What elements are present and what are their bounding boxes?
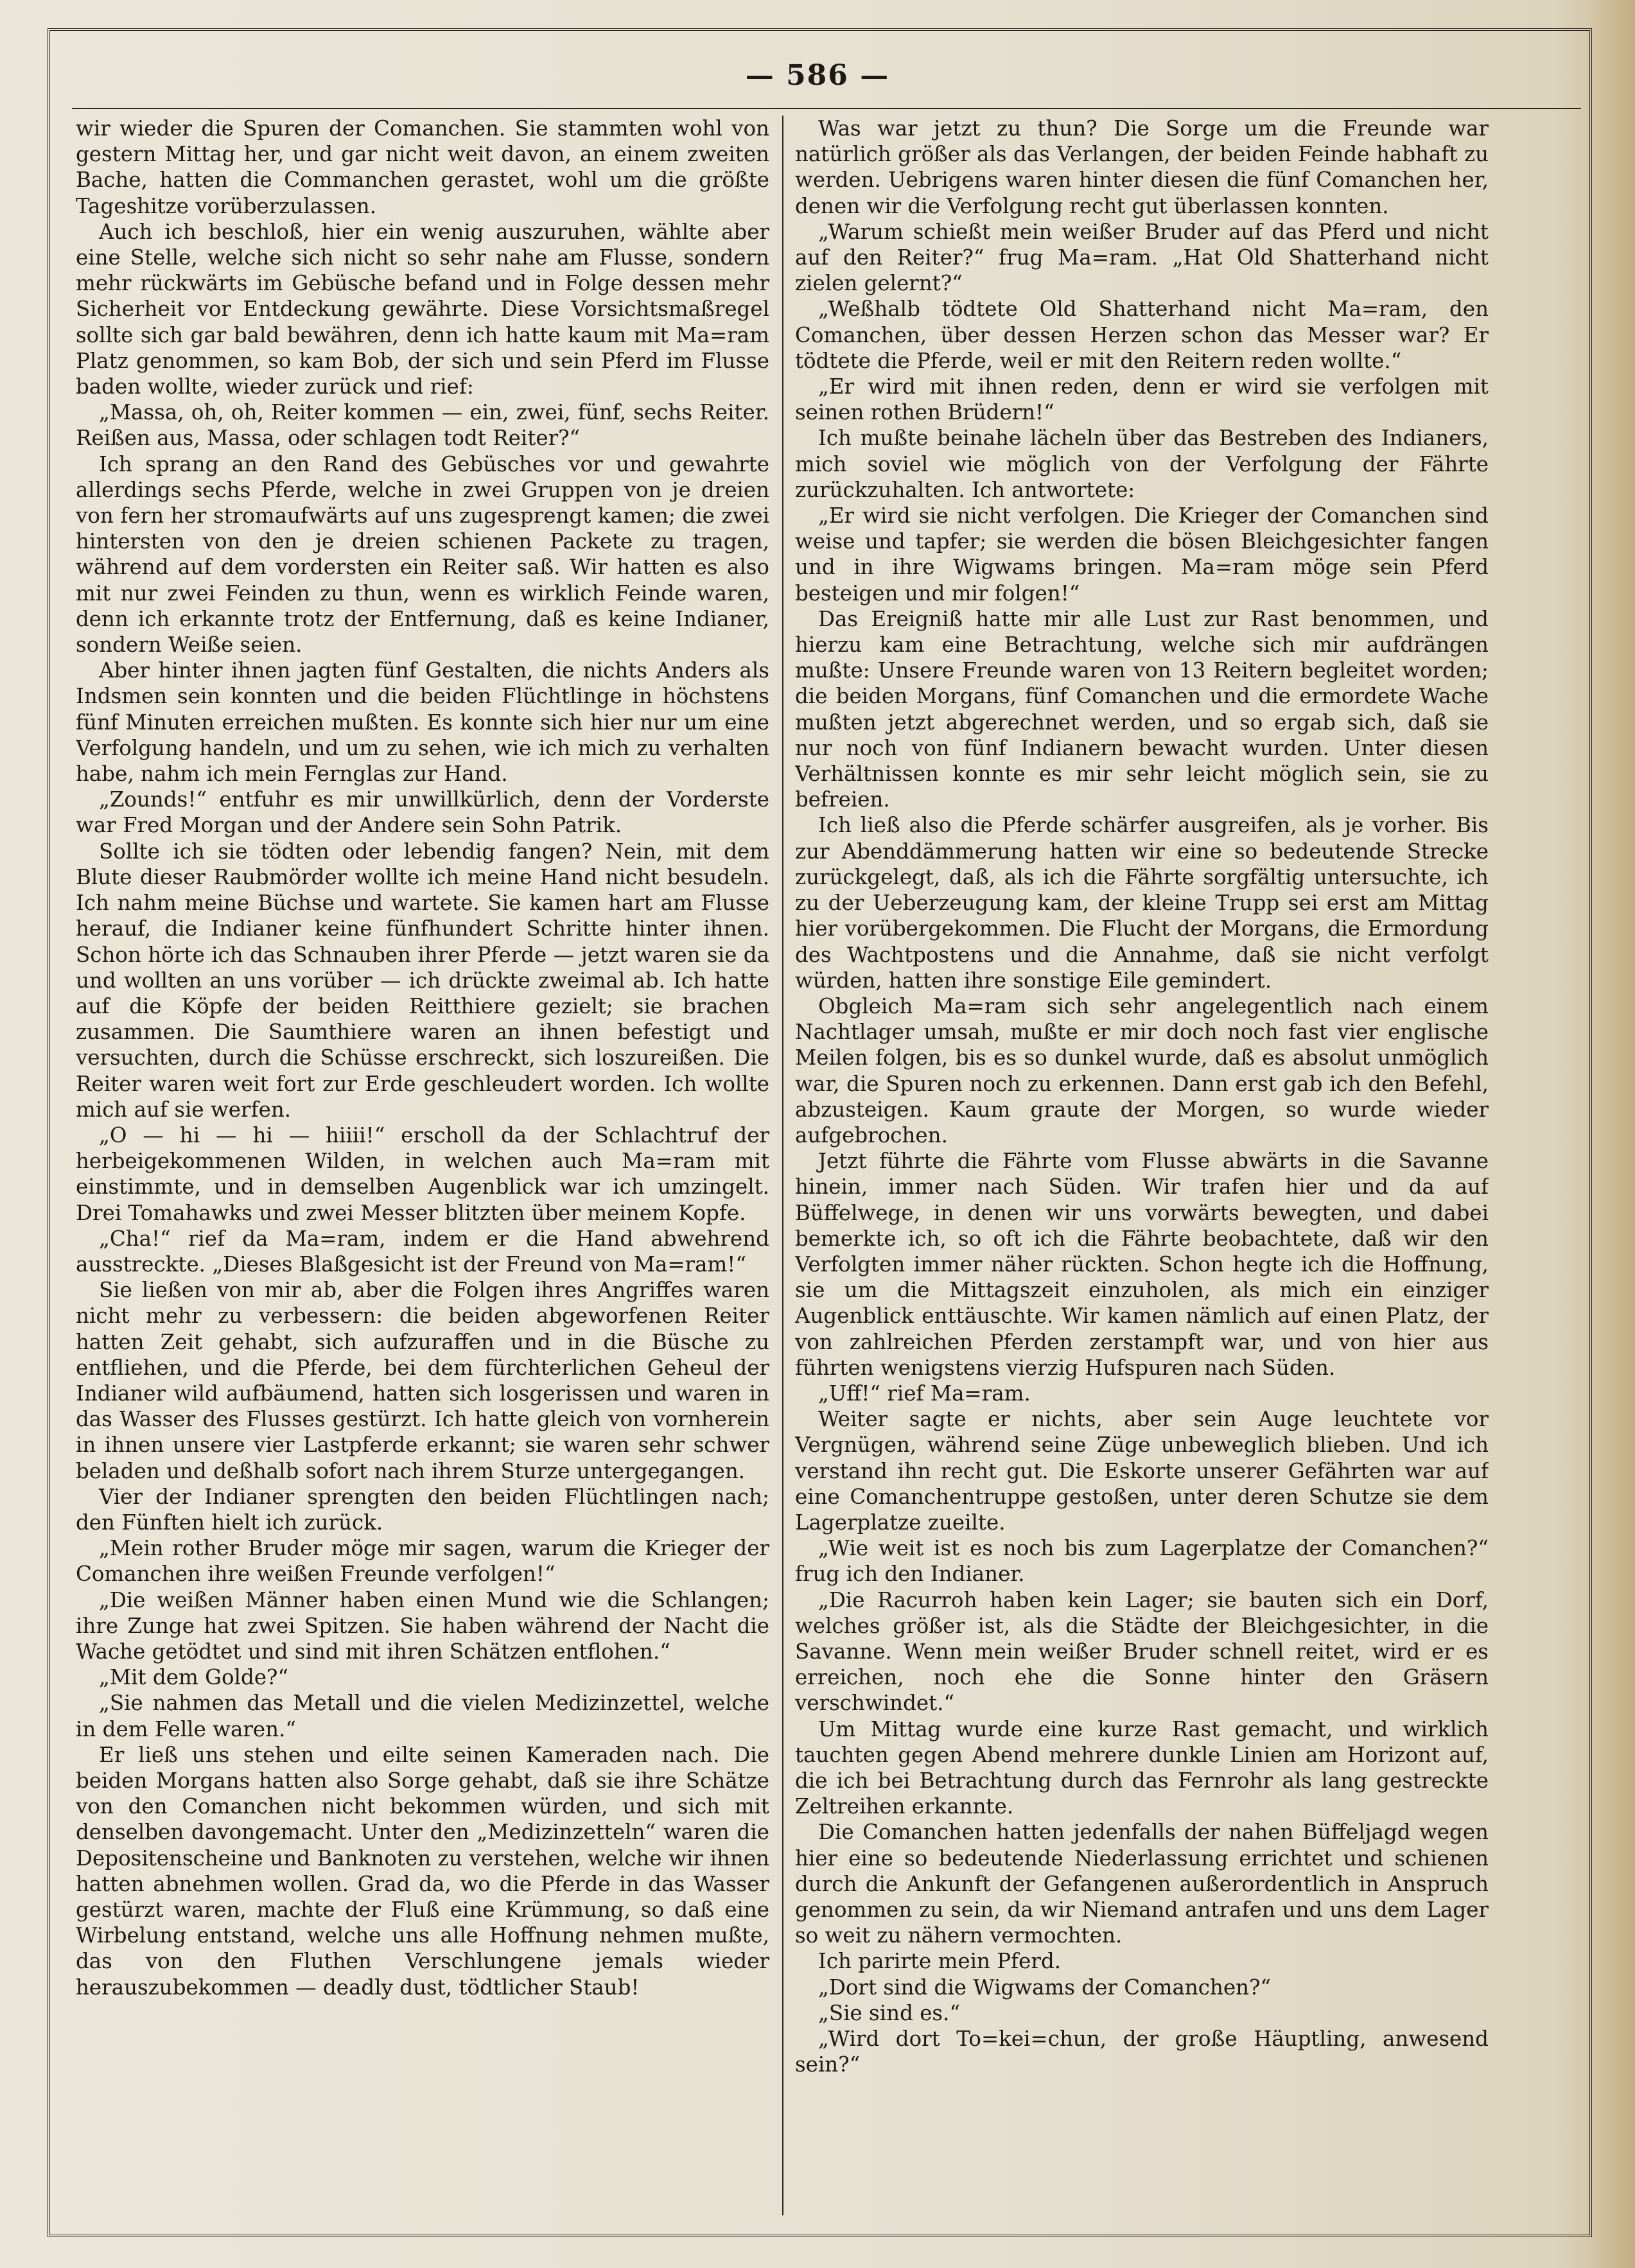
- right-column: [795, 116, 1489, 2215]
- paragraph: „Sie nahmen das Metall und die vielen Medizinzettel, welche in dem Felle waren.“: [76, 1691, 769, 1741]
- paragraph: Sie ließen von mir ab, aber die Folgen ihres Angriffes waren nicht mehr zu verbessern: die beiden abgeworfenen Reiter hatten Zeit gehabt, sich aufzuraffen und in die Büsche zu entfliehen, und die Pferde, bei dem fürchterlichen Geheul der Indianer wild aufbäumend, hatten sich losgerissen und waren in das Wasser des Flusses gestürzt. Ich hatte gleich von vornherein in ihnen unsere vier Lastpferde erkannt; sie waren sehr schwer beladen und deßhalb sofort nach ihrem Sturze untergegangen.: [76, 1278, 769, 1483]
- paragraph: Obgleich Ma=ram sich sehr angelegentlich nach einem Nachtlager umsah, mußte er mir doch noch fast vier englische Meilen folgen, bis es so dunkel wurde, daß es absolut unmöglich war, die Spuren noch zu erkennen. Dann erst gab ich den Befehl, abzusteigen. Kaum graute der Morgen, so wurde wieder aufgebrochen.: [795, 993, 1489, 1147]
- paragraph: Ich parirte mein Pferd.: [818, 1949, 1062, 1974]
- paragraph: Weiter sagte er nichts, aber sein Auge leuchtete vor Vergnügen, während seine Züge unbeweglich blieben. Und ich verstand ihn recht gut. Die Eskorte unserer Gefährten war auf eine Comanchentruppe gestoßen, unter deren Schutze sie dem Lagerplatze zueilte.: [795, 1407, 1489, 1535]
- paragraph: „Uff!“ rief Ma=ram.: [818, 1381, 1031, 1406]
- paragraph: „Wie weit ist es noch bis zum Lagerplatze der Comanchen?“ frug ich den Indianer.: [795, 1536, 1489, 1587]
- paragraph: Die Comanchen hatten jedenfalls der nahen Büffeljagd wegen hier eine so bedeutende Niederlassung errichtet und schienen durch die Ankunft der Gefangenen außerordentlich in Anspruch genommen zu sein, da wir Niemand antrafen und uns dem Lager so weit zu nähern vermochten.: [795, 1820, 1489, 1948]
- paragraph: Ich mußte beinahe lächeln über das Bestreben des Indianers, mich soviel wie möglich von der Verfolgung der Fährte zurückzuhalten. Ich antwortete:: [795, 426, 1489, 502]
- paragraph: Auch ich beschloß, hier ein wenig auszuruhen, wählte aber eine Stelle, welche sich nicht so sehr nahe am Flusse, sondern mehr rückwärts im Gebüsche befand und in Folge dessen mehr Sicherheit vor Entdeckung gewährte. Diese Vorsichtsmaßregel sollte sich gar bald bewähren, denn ich hatte kaum mit Ma=ram Platz genommen, so kam Bob, der sich und sein Pferd im Flusse baden wollte, wieder zurück und rief:: [76, 219, 769, 399]
- paragraph: „Die Racurroh haben kein Lager; sie bauten sich ein Dorf, welches größer ist, als die Städte der Bleichgesichter, in die Savanne. Wenn mein weißer Bruder schnell reitet, wird er es erreichen, noch ehe die Sonne hinter den Gräsern verschwindet.“: [795, 1587, 1489, 1716]
- header-rule: [72, 108, 1581, 109]
- paragraph: „Cha!“ rief da Ma=ram, indem er die Hand abwehrend ausstreckte. „Dieses Blaßgesicht ist der Freund von Ma=ram!“: [76, 1226, 769, 1277]
- paragraph: „Massa, oh, oh, Reiter kommen — ein, zwei, fünf, sechs Reiter. Reißen aus, Massa, oder schlagen todt Reiter?“: [76, 400, 769, 451]
- left-column: [76, 116, 769, 2215]
- paragraph: „Warum schießt mein weißer Bruder auf das Pferd und nicht auf den Reiter?“ frug Ma=ram. „Hat Old Shatterhand nicht zielen gelernt?“: [795, 219, 1489, 296]
- paragraph: „Sie sind es.“: [818, 2000, 961, 2025]
- paragraph: „Wird dort To=kei=chun, der große Häuptling, anwesend sein?“: [795, 2027, 1489, 2077]
- column-divider: [782, 116, 783, 2215]
- paragraph: „O — hi — hi — hiiii!“ erscholl da der Schlachtruf der herbeigekommenen Wilden, in welchen auch Ma=ram mit einstimmte, und in demselben Augenblick war ich umzingelt. Drei Tomahawks und zwei Messer blitzten über meinem Kopfe.: [76, 1122, 769, 1225]
- paragraph: Um Mittag wurde eine kurze Rast gemacht, und wirklich tauchten gegen Abend mehrere dunkle Linien am Horizont auf, die ich bei Betrachtung durch das Fernrohr als lang gestreckte Zeltreihen erkannte.: [795, 1716, 1489, 1819]
- paragraph: Ich sprang an den Rand des Gebüsches vor und gewahrte allerdings sechs Pferde, welche in zwei Gruppen von je dreien von fern her stromaufwärts auf uns zugesprengt kamen; die zwei hintersten von den je dreien schienen Packete zu tragen, während auf dem vordersten ein Reiter saß. Wir hatten es also mit nur zwei Feinden zu thun, wenn es wirklich Feinde waren, denn ich erkannte trotz der Entfernung, daß es keine Indianer, sondern Weiße seien.: [76, 451, 769, 658]
- paragraph: Ich ließ also die Pferde schärfer ausgreifen, als je vorher. Bis zur Abenddämmerung hatten wir eine so bedeutende Strecke zurückgelegt, daß, als ich die Fährte sorgfältig untersuchte, ich zu der Ueberzeugung kam, der kleine Trupp sei erst am Mittag hier vorübergekommen. Die Flucht der Morgans, die Ermordung des Wachtpostens und die Annahme, daß sie nicht verfolgt würden, hatten ihre sonstige Eile gemindert.: [795, 813, 1489, 993]
- paragraph: „Dort sind die Wigwams der Comanchen?“: [818, 1975, 1272, 2000]
- paragraph: „Mit dem Golde?“: [99, 1665, 289, 1690]
- paragraph: „Zounds!“ entfuhr es mir unwillkürlich, denn der Vorderste war Fred Morgan und der Andere sein Sohn Patrik.: [76, 787, 769, 838]
- paragraph: „Er wird sie nicht verfolgen. Die Krieger der Comanchen sind weise und tapfer; sie werden die bösen Bleichgesichter fangen und in ihre Wigwams bringen. Ma=ram möge sein Pferd besteigen und mir folgen!“: [795, 503, 1489, 606]
- page-number: — 586 —: [745, 59, 890, 92]
- paragraph: „Er wird mit ihnen reden, denn er wird sie verfolgen mit seinen rothen Brüdern!“: [795, 374, 1489, 425]
- paragraph: Jetzt führte die Fährte vom Flusse abwärts in die Savanne hinein, immer nach Süden. Wir trafen hier und da auf Büffelwege, in denen wir uns vorwärts bewegten, und dabei bemerkte ich, so oft ich die Fährte beobachtete, daß wir den Verfolgten immer näher rückten. Schon hegte ich die Hoffnung, sie um die Mittagszeit einzuholen, als mich ein einziger Augenblick enttäuschte. Wir kamen nämlich auf einen Platz, der von zahlreichen Pferden zerstampft war, und von hier aus führten wenigstens vierzig Hufspuren nach Süden.: [795, 1149, 1489, 1380]
- paragraph: Vier der Indianer sprengten den beiden Flüchtlingen nach; den Fünften hielt ich zurück.: [76, 1484, 769, 1535]
- paragraph: Das Ereigniß hatte mir alle Lust zur Rast benommen, und hierzu kam eine Betrachtung, welche sich mir aufdrängen mußte: Unsere Freunde waren von 13 Reitern begleitet worden; die beiden Morgans, fünf Comanchen und die ermordete Wache mußten jetzt abgerechnet werden, und so ergab sich, daß sie nur noch von fünf Indianern bewacht wurden. Unter diesen Verhältnissen konnte es mir sehr leicht möglich sein, sie zu befreien.: [795, 606, 1489, 812]
- paragraph: „Weßhalb tödtete Old Shatterhand nicht Ma=ram, den Comanchen, über dessen Herzen schon das Messer war? Er tödtete die Pferde, weil er mit den Reitern reden wollte.“: [795, 297, 1489, 373]
- paragraph: wir wieder die Spuren der Comanchen. Sie stammten wohl von gestern Mittag her, und gar nicht weit davon, an einem zweiten Bache, hatten die Commanchen gerastet, wohl um die größte Tageshitze vorüberzulassen.: [76, 116, 769, 218]
- paragraph: Sollte ich sie tödten oder lebendig fangen? Nein, mit dem Blute dieser Raubmörder wollte ich meine Hand nicht besudeln. Ich nahm meine Büchse und wartete. Sie kamen hart am Flusse herauf, die Indianer keine fünfhundert Schritte hinter ihnen. Schon hörte ich das Schnauben ihrer Pferde — jetzt waren sie da und wollten an uns vorüber — ich drückte zweimal ab. Ich hatte auf die Köpfe der beiden Reitthiere gezielt; sie brachen zusammen. Die Saumthiere waren an ihnen befestigt und versuchten, durch die Schüsse erschreckt, sich loszureißen. Die Reiter waren weit fort zur Erde geschleudert worden. Ich wollte mich auf sie werfen.: [76, 839, 769, 1122]
- paragraph: Aber hinter ihnen jagten fünf Gestalten, die nichts Anders als Indsmen sein konnten und die beiden Flüchtlinge in höchstens fünf Minuten erreichen mußten. Es konnte sich hier nur um eine Verfolgung handeln, und um zu sehen, wie ich mich zu verhalten habe, nahm ich mein Fernglas zur Hand.: [76, 658, 769, 787]
- paragraph: Er ließ uns stehen und eilte seinen Kameraden nach. Die beiden Morgans hatten also Sorge gehabt, daß sie ihre Schätze von den Comanchen nicht bekommen würden, und sich mit denselben davongemacht. Unter den „Medizinzetteln“ waren die Depositenscheine und Banknoten zu verstehen, welche wir ihnen hatten abnehmen wollen. Grad da, wo die Pferde in das Wasser gestürzt waren, machte der Fluß eine Krümmung, so daß eine Wirbelung entstand, welche uns alle Hoffnung nehmen mußte, das von den Fluthen Verschlungene jemals wieder herauszubekommen — deadly dust, tödtlicher Staub!: [76, 1742, 769, 2000]
- page-edge-stain: [1590, 0, 1635, 2268]
- paragraph: „Die weißen Männer haben einen Mund wie die Schlangen; ihre Zunge hat zwei Spitzen. Sie haben während der Nacht die Wache getödtet und sind mit ihren Schätzen entflohen.“: [76, 1587, 769, 1664]
- paragraph: „Mein rother Bruder möge mir sagen, warum die Krieger der Comanchen ihre weißen Freunde verfolgen!“: [76, 1536, 769, 1587]
- paragraph: Was war jetzt zu thun? Die Sorge um die Freunde war natürlich größer als das Verlangen, der beiden Feinde habhaft zu werden. Uebrigens waren hinter diesen die fünf Comanchen her, denen wir die Verfolgung recht gut überlassen konnten.: [795, 116, 1489, 218]
